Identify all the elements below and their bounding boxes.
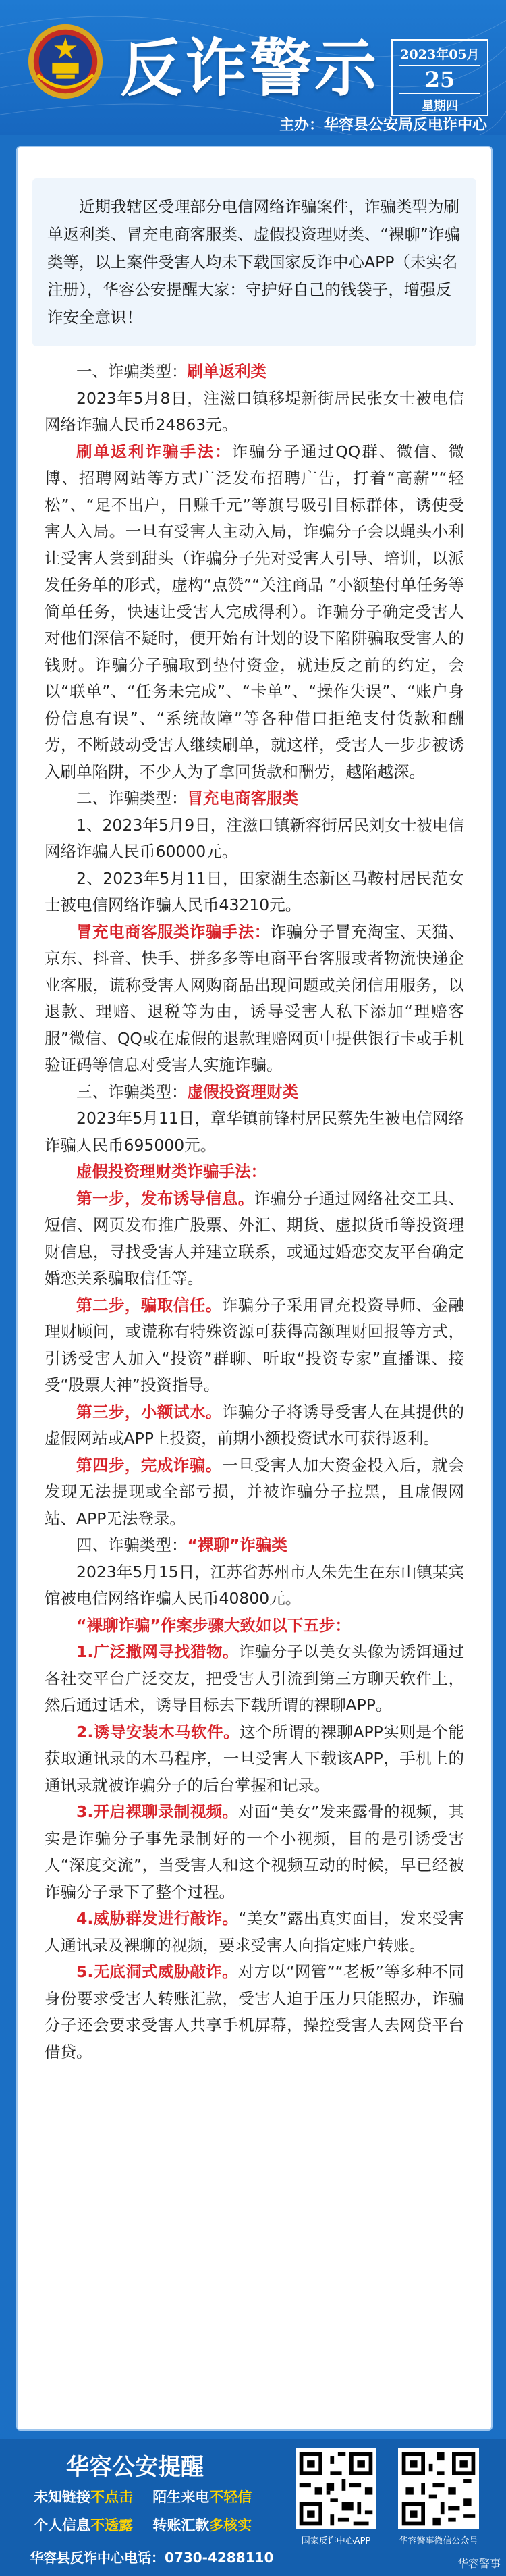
article-card — [16, 146, 493, 2431]
tip-1-d: 不轻信 — [209, 2489, 252, 2505]
police-emblem-icon — [26, 22, 105, 101]
section-2-method-text: 诈骗分子冒充淘宝、天猫、京东、抖音、快手、拼多多等电商平台客服或者物流快递企业客服，谎称受害人网购商品出现问题或关闭信用服务，以退款、理赔、退税等为由，诱导受害人私下添加“理赔客服”微信、QQ或在虚假的退款理赔网页中提供银行卡或手机验证码等信息对受害人实施诈骗。 — [45, 922, 465, 1074]
section-4-step-5-text: 对方以“网管”“老板”等多种不同身份要求受害人转账汇款，受害人迫于压力只能照办，诈骗分子还会要求受害人共享手机屏幕，操控受害人去网贷平台借贷。 — [45, 1962, 465, 2061]
footer-tip-row-1 — [34, 2486, 252, 2506]
footer-tip-row-2 — [34, 2515, 252, 2535]
section-1-method — [45, 439, 464, 786]
tip-1-c: 陌生来电 — [152, 2489, 210, 2505]
qr-code-icon — [398, 2448, 479, 2529]
section-3-step-4-heading: 第四步，完成诈骗。 — [76, 1455, 222, 1475]
date-weekday: 星期四 — [422, 99, 458, 113]
qr-label-anti-fraud-app: 国家反诈中心APP — [301, 2536, 371, 2546]
section-4-step-4-heading: 4.威胁群发进行敲诈。 — [76, 1909, 239, 1928]
section-4-step-4-text: “美女”露出真实面目，发来受害人通讯录及裸聊的视频，要求受害人向指定账户转账。 — [45, 1909, 464, 1955]
section-3-step-3-text: 诈骗分子将诱导受害人在其提供的虚假网站或APP上投资，前期小额投资试水可获得返利。 — [45, 1402, 465, 1448]
section-4-step-1 — [45, 1639, 464, 1719]
date-year-month: 2023年05月 — [400, 47, 480, 62]
qr-label-wechat-account: 华容警事微信公众号 — [399, 2536, 478, 2546]
section-4-step-2 — [45, 1719, 464, 1799]
section-1-type: 刷单返利类 — [187, 362, 266, 381]
section-2-heading — [45, 785, 464, 812]
section-4-step-5-heading: 5.无底洞式威胁敲诈。 — [76, 1962, 238, 1981]
page-title: 反诈警示 — [120, 32, 380, 105]
section-4-type: “裸聊”诈骗类 — [187, 1535, 287, 1554]
section-2-case-2: 2、2023年5月11日，田家湖生态新区马鞍村居民范女士被电信网络诈骗人民币43210元。 — [45, 868, 464, 914]
section-3-label: 三、诈骗类型： — [76, 1082, 188, 1101]
tip-2-a: 个人信息 — [34, 2517, 90, 2533]
section-4-step-1-heading: 1.广泛撒网寻找猎物。 — [76, 1642, 239, 1661]
date-day: 25 — [399, 65, 480, 94]
section-4-step-5 — [45, 1959, 464, 2066]
section-3-step-3 — [45, 1399, 464, 1452]
sponsor-text: 主办：华容县公安局反电诈中心 — [279, 117, 487, 134]
section-1-case: 2023年5月8日，注滋口镇移堤新街居民张女士被电信网络诈骗人民币24863元。 — [45, 388, 464, 434]
section-4-step-2-heading: 2.诱导安装木马软件。 — [76, 1722, 240, 1741]
section-4-step-2-text: 这个所谓的裸聊APP实则是个能获取通讯录的木马程序，一旦受害人下载该APP，手机上的通讯录就被诈骗分子的后台掌握和记录。 — [45, 1722, 464, 1795]
section-2-label: 二、诈骗类型： — [76, 789, 188, 808]
section-1-heading — [45, 359, 464, 386]
tip-1-a: 未知链接 — [34, 2489, 90, 2505]
section-1-label: 一、诈骗类型： — [76, 362, 188, 381]
section-3-step-2-heading: 第二步，骗取信任。 — [76, 1295, 222, 1315]
section-3-step-1-text: 诈骗分子通过网络社交工具、短信、网页发布推广股票、外汇、期货、虚拟货币等投资理财信息，寻找受害人并建立联系，或通过婚恋交友平台确定婚恋关系骗取信任等。 — [45, 1188, 465, 1288]
footer — [0, 2439, 506, 2576]
section-2-method — [45, 919, 464, 1079]
section-1-method-heading: 刷单返利诈骗手法： — [76, 442, 232, 461]
section-4-step-4 — [45, 1905, 464, 1959]
section-4-heading — [45, 1532, 464, 1559]
section-3-step-4 — [45, 1452, 464, 1533]
section-3-step-1-heading: 第一步，发布诱导信息。 — [76, 1188, 254, 1208]
section-3-case: 2023年5月11日，章华镇前锋村居民蔡先生被电信网络诈骗人民币695000元。 — [45, 1109, 464, 1155]
watermark: 华容警事 — [457, 2557, 501, 2570]
footer-title: 华容公安提醒 — [66, 2454, 204, 2481]
section-2-case-1: 1、2023年5月9日，注滋口镇新容街居民刘女士被电信网络诈骗人民币60000元。 — [45, 815, 464, 861]
article-content — [45, 178, 464, 2066]
section-4-step-3-text: 对面“美女”发来露骨的视频，其实是诈骗分子事先录制好的一个小视频，目的是引诱受害人“深度交流”，当受害人和这个视频互动的时候，早已经被诈骗分子录下了整个过程。 — [45, 1802, 464, 1901]
header-banner — [0, 0, 506, 135]
section-3-step-1 — [45, 1186, 464, 1292]
section-3-step-2-text: 诈骗分子采用冒充投资导师、金融理财顾问，或谎称有特殊资源可获得高额理财回报等方式，引诱受害人加入“投资”群聊、听取“投资专家”直播课、接受“股票大神”投资指导。 — [45, 1295, 465, 1394]
section-4-step-3 — [45, 1799, 464, 1905]
tip-2-b: 不透露 — [90, 2517, 133, 2533]
footer-telephone: 华容县反诈中心电话：0730-4288110 — [30, 2550, 274, 2566]
section-4-label: 四、诈骗类型： — [76, 1535, 188, 1554]
section-3-heading — [45, 1079, 464, 1106]
tip-2-d: 多核实 — [209, 2517, 252, 2533]
section-1-method-text: 诈骗分子通过QQ群、微信、微博、招聘网站等方式广泛发布招聘广告，打着“高薪”“轻松”、“足不出户，日赚千元”等旗号吸引目标群体，诱使受害人入局。一旦有受害人主动入局，诈骗分子会以蝇头小利让受害人尝到甜头（诈骗分子先对受害人引导、培训，以派发任务单的形式，虚构“点赞”“关注商品 ”小额垫付单任务等简单任务，快速让受害人完成得利）。诈骗分子确定受害人对他们深信不疑时，便开始有计划的设下陷阱骗取受害人的钱财。诈骗分子骗取到垫付资金，就违反之前的约定，会以“联单”、“任务未完成”、“卡单”、“操作失误”、“账户身份信息有误”、“系统故障”等各种借口拒绝支付货款和酬劳，不断鼓动受害人继续刷单，就这样，受害人一步步被诱入刷单陷阱，不少人为了拿回货款和酬劳，越陷越深。 — [45, 442, 465, 781]
section-4-step-3-heading: 3.开启裸聊录制视频。 — [76, 1802, 239, 1821]
tip-1-b: 不点击 — [90, 2489, 133, 2505]
section-2-type: 冒充电商客服类 — [187, 789, 298, 808]
section-4-step-1-text: 诈骗分子以美女头像为诱饵通过各社交平台广泛交友，把受害人引流到第三方聊天软件上，然后通过话术，诱导目标去下载所谓的裸聊APP。 — [45, 1642, 465, 1714]
section-3-step-4-text: 一旦受害人加大资金投入后，就会发现无法提现或全部亏损，并被诈骗分子拉黑，且虚假网站、APP无法登录。 — [45, 1455, 465, 1528]
qr-code-icon — [296, 2448, 376, 2529]
section-3-step-3-heading: 第三步，小额试水。 — [76, 1402, 222, 1421]
section-3-type: 虚假投资理财类 — [187, 1082, 298, 1101]
section-3-method-heading: 虚假投资理财类诈骗手法： — [76, 1162, 266, 1181]
tip-2-c: 转账汇款 — [152, 2517, 210, 2533]
section-4-method-heading: “裸聊诈骗”作案步骤大致如以下五步： — [76, 1615, 351, 1635]
date-box — [391, 39, 488, 116]
section-2-method-heading: 冒充电商客服类诈骗手法： — [76, 922, 271, 941]
section-4-case: 2023年5月15日，江苏省苏州市人朱先生在东山镇某宾馆被电信网络诈骗人民币40800元。 — [45, 1562, 464, 1608]
section-3-step-2 — [45, 1292, 464, 1399]
intro-paragraph: 近期我辖区受理部分电信网络诈骗案件，诈骗类型为刷单返利类、冒充电商客服类、虚假投资理财类、“裸聊”诈骗类等，以上案件受害人均未下载国家反诈中心APP（未实名注册），华容公安提醒大家：守护好自己的钱袋子，增强反诈安全意识！ — [32, 178, 476, 346]
